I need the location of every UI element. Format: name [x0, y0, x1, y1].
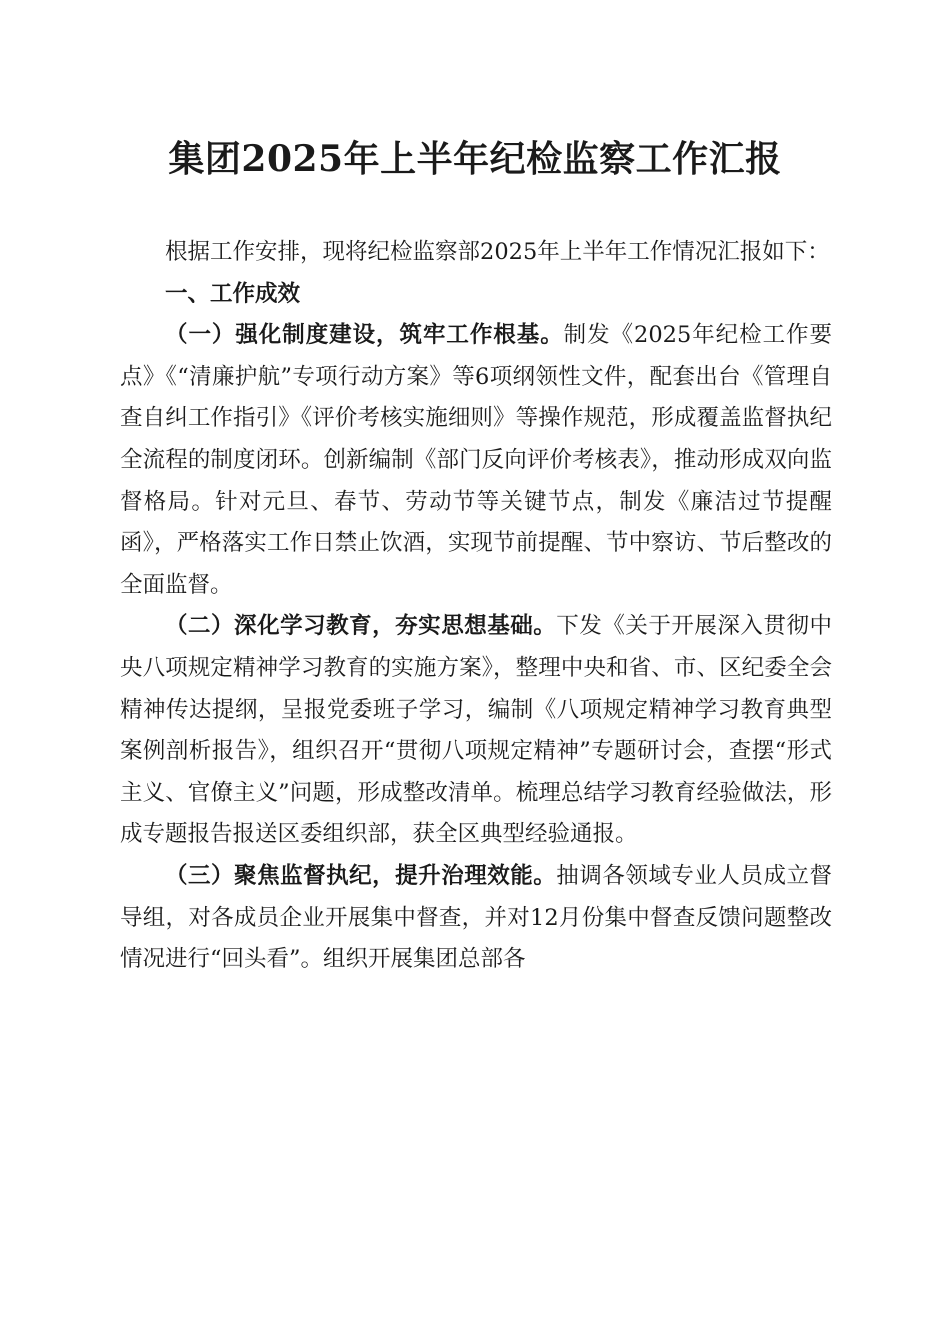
paragraph-text: 下发《关于开展深入贯彻中央八项规定精神学习教育的实施方案》，整理中央和省、市、区纪委全会精神传达提纲，呈报党委班子学习，编制《八项规定精神学习教育典型案例剖析报告》，组织召开“贯彻八项规定精神”专题研讨会，查摆“形式主义、官僚主义”问题，形成整改清单。梳理总结学习教育经验做法，形成专题报告报送区委组织部，获全区典型经验通报。 [120, 613, 832, 848]
paragraph-lead: （三）聚焦监督执纪，提升治理效能。 [165, 862, 557, 889]
section-heading: 一、工作成效 [165, 280, 301, 307]
document-title: 集团2025年上半年纪检监察工作汇报 [168, 138, 782, 180]
paragraph-item-3 [120, 856, 832, 981]
paragraph-lead: （一）强化制度建设，筑牢工作根基。 [165, 322, 564, 349]
paragraph-text: 抽调各领域专业人员成立督导组，对各成员企业开展集中督查，并对12月份集中督查反馈问题整改情况进行“回头看”。组织开展集团总部各 [120, 862, 832, 973]
document-body [120, 232, 832, 981]
paragraph-item-2 [120, 606, 832, 856]
paragraph-item-1 [120, 315, 832, 606]
paragraph-lead: （二）深化学习教育，夯实思想基础。 [165, 613, 557, 640]
paragraph-text: 制发《2025年纪检工作要点》《“清廉护航”专项行动方案》等6项纲领性文件，配套出台《管理自查自纠工作指引》《评价考核实施细则》等操作规范，形成覆盖监督执纪全流程的制度闭环。创新编制《部门反向评价考核表》，推动形成双向监督格局。针对元旦、春节、劳动节等关键节点，制发《廉洁过节提醒函》，严格落实工作日禁止饮酒，实现节前提醒、节中察访、节后整改的全面监督。 [120, 322, 832, 598]
intro-paragraph: 根据工作安排，现将纪检监察部2025年上半年工作情况汇报如下： [165, 239, 830, 265]
